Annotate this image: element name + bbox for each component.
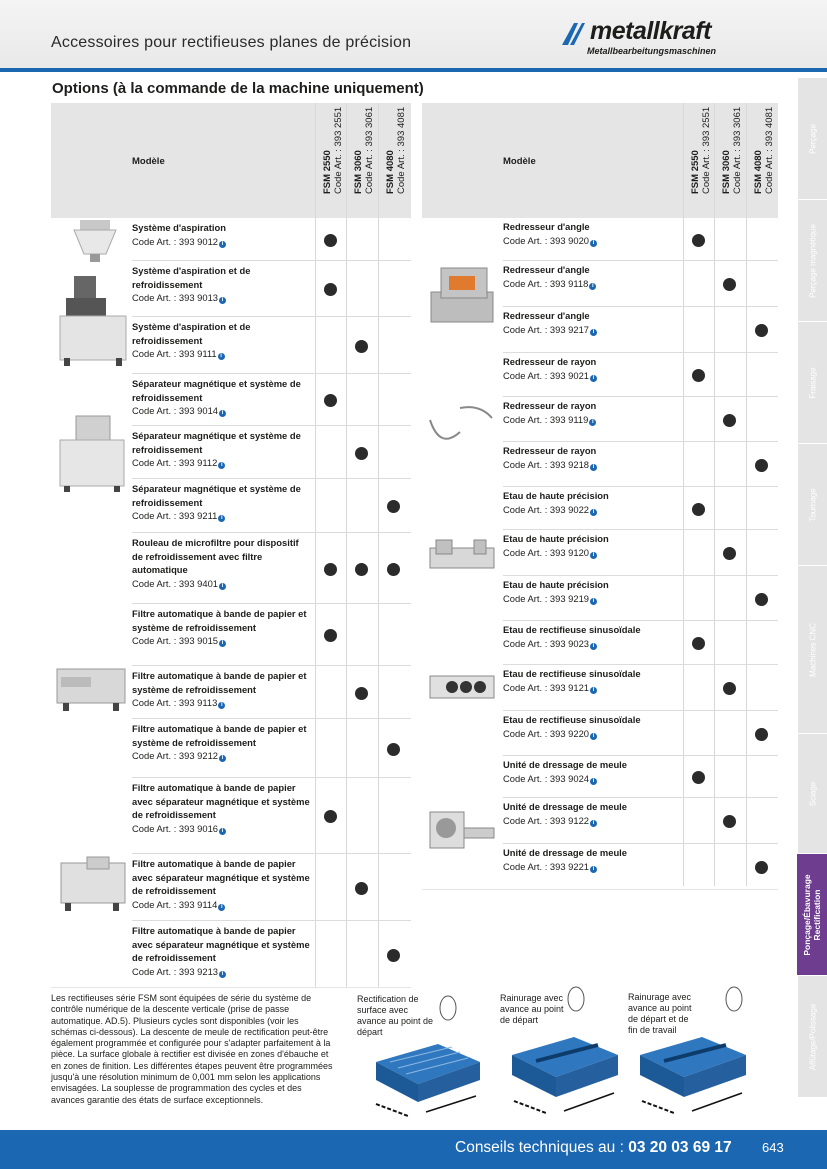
option-row <box>51 921 411 988</box>
option-text <box>132 536 312 590</box>
sidebar-tab-label: Tournage <box>808 487 817 522</box>
footer-prefix: Conseils techniques au : <box>455 1139 624 1156</box>
availability-dot <box>723 278 736 291</box>
brand-logo <box>560 18 790 58</box>
aspiration-system-photo <box>62 218 128 266</box>
option-text <box>132 607 312 648</box>
option-code <box>503 592 680 606</box>
column-code: Code Art. : 393 2551 <box>333 106 344 194</box>
option-code-text: Code Art. : 393 9213 <box>132 965 218 977</box>
logo-word: metallkraft <box>590 17 711 45</box>
option-name: Redresseur de rayon <box>503 400 597 411</box>
option-code <box>132 634 312 648</box>
info-icon[interactable]: i <box>218 353 225 360</box>
option-code-text: Code Art. : 393 9121 <box>503 681 589 693</box>
option-text <box>132 482 312 523</box>
availability-dot <box>387 563 400 576</box>
availability-dot <box>355 340 368 353</box>
footer-contact <box>455 1139 732 1157</box>
option-code-text: Code Art. : 393 9118 <box>503 277 589 289</box>
option-text <box>132 857 312 911</box>
page-footer <box>0 1130 827 1169</box>
description-text: Les rectifieuses série FSM sont équipées de série du système de contrôle numérique de la descente verticale (prise de passe automatique. AD.5). Plusieurs cycles sont disponibles (voir les schémas ci-dessous). La descente de meule de rectification peut-être également programmée et configurée pour s'adapter parfaitement à la pièce. La surface globale à rectifier est divisée en zones d'ébauche et en zones de finition. Les différentes étapes peuvent être programmées jusqu'à une résolution minimum de 0,001 mm selon les applications envisagées. La souplesse de programmation des cycles et des avances garantie des états de surface exceptionnels. <box>51 993 333 1105</box>
sidebar-tab-label: Sciage <box>808 781 817 806</box>
logo-subtitle: Metallbearbeitungsmaschinen <box>587 46 717 56</box>
option-text <box>503 444 680 471</box>
availability-dot <box>355 687 368 700</box>
option-name: Redresseur de rayon <box>503 356 597 367</box>
info-icon[interactable]: i <box>218 904 225 911</box>
sidebar-tab-label: Perçage <box>808 123 817 154</box>
wheel-dresser-photo <box>424 798 498 856</box>
option-text <box>132 722 312 763</box>
option-text <box>503 667 680 694</box>
info-icon[interactable]: i <box>219 971 226 978</box>
availability-dot <box>387 949 400 962</box>
availability-dot <box>755 728 768 741</box>
option-code <box>132 749 312 763</box>
option-name: Redresseur d'angle <box>503 310 590 321</box>
availability-dot <box>723 682 736 695</box>
option-code <box>503 323 680 337</box>
sidebar-tab-label: Perçage magnétique <box>808 223 817 298</box>
option-code <box>132 898 312 912</box>
option-row <box>422 487 778 530</box>
availability-dot <box>387 500 400 513</box>
option-code <box>132 347 312 361</box>
column-code: Code Art. : 393 3061 <box>732 106 743 194</box>
info-icon[interactable]: i <box>590 464 597 471</box>
option-name: Rouleau de microfiltre pour dispositif de refroidissement avec filtre automatique <box>132 537 299 575</box>
column-code: Code Art. : 393 4081 <box>396 106 407 194</box>
sine-vise-photo <box>426 668 498 708</box>
option-code-text: Code Art. : 393 9120 <box>503 546 589 558</box>
info-icon[interactable]: i <box>590 820 597 827</box>
availability-dot <box>324 563 337 576</box>
diagram-label-2: Rainurage avec avance au point de départ <box>500 993 564 1025</box>
page-title: Accessoires pour rectifieuses planes de précision <box>51 34 412 51</box>
option-code <box>132 456 312 470</box>
magnetic-separator-photo <box>54 412 130 494</box>
option-code-text: Code Art. : 393 9020 <box>503 234 589 246</box>
footer-phone[interactable]: 03 20 03 69 17 <box>628 1139 732 1156</box>
availability-dot <box>355 882 368 895</box>
option-name: Filtre automatique à bande de papier et système de refroidissement <box>132 608 307 633</box>
column-model: FSM 2550 <box>322 150 333 194</box>
option-code-text: Code Art. : 393 9119 <box>503 413 589 425</box>
option-code-text: Code Art. : 393 9401 <box>132 577 218 589</box>
availability-dot <box>324 394 337 407</box>
option-text <box>503 355 680 382</box>
option-name: Filtre automatique à bande de papier avec séparateur magnétique et système de refroidissement <box>132 782 310 820</box>
option-code-text: Code Art. : 393 9013 <box>132 292 218 303</box>
option-row <box>422 756 778 798</box>
option-code <box>503 546 680 560</box>
option-name: Séparateur magnétique et système de refroidissement <box>132 430 301 455</box>
option-code <box>503 277 680 291</box>
info-icon[interactable]: i <box>219 410 226 417</box>
model-header-label: Modèle <box>503 156 536 167</box>
info-icon[interactable]: i <box>589 419 596 426</box>
column-model: FSM 3060 <box>721 150 732 194</box>
column-model: FSM 4080 <box>753 150 764 194</box>
availability-dot <box>692 234 705 247</box>
info-icon[interactable]: i <box>589 283 596 290</box>
paper-filter-magnetic-photo <box>57 855 129 913</box>
grooving-end-diagram <box>634 985 754 1122</box>
option-name: Unité de dressage de meule <box>503 759 628 770</box>
option-text <box>503 623 680 650</box>
sidebar-tab[interactable] <box>798 976 827 1098</box>
availability-dot <box>692 637 705 650</box>
option-name: Redresseur d'angle <box>503 264 590 275</box>
info-icon[interactable]: i <box>219 241 226 248</box>
sidebar-tab-label: Ponçage/Ébavurage Rectification <box>802 873 822 956</box>
options-heading: Options (à la commande de la machine uniquement) <box>52 80 424 97</box>
option-code <box>503 860 680 874</box>
option-name: Etau de haute précision <box>503 579 609 590</box>
diagram-label-1: Rectification de surface avec avance au point de départ <box>357 994 434 1037</box>
option-name: Filtre automatique à bande de papier avec séparateur magnétique et système de refroidissement <box>132 858 310 896</box>
option-code-text: Code Art. : 393 9016 <box>132 822 218 834</box>
option-code-text: Code Art. : 393 9022 <box>503 503 589 515</box>
option-code-text: Code Art. : 393 9221 <box>503 860 589 872</box>
availability-dot <box>355 563 368 576</box>
info-icon[interactable]: i <box>590 598 597 605</box>
option-code-text: Code Art. : 393 9012 <box>132 235 218 247</box>
column-model: FSM 4080 <box>385 150 396 194</box>
option-name: Etau de rectifieuse sinusoïdale <box>503 714 641 725</box>
option-text <box>503 263 680 290</box>
option-row <box>51 778 411 854</box>
option-name: Etau de rectifieuse sinusoïdale <box>503 624 641 635</box>
option-row <box>422 353 778 397</box>
option-code <box>503 369 680 383</box>
availability-dot <box>692 771 705 784</box>
option-row <box>51 719 411 778</box>
option-text <box>503 489 680 516</box>
info-icon[interactable]: i <box>590 643 597 650</box>
sidebar-tab[interactable] <box>798 734 827 854</box>
option-text <box>132 221 312 248</box>
option-name: Séparateur magnétique et système de refroidissement <box>132 378 301 403</box>
option-name: Filtre automatique à bande de papier avec séparateur magnétique et système de refroidissement <box>132 925 310 963</box>
info-icon[interactable]: i <box>219 828 226 835</box>
option-name: Filtre automatique à bande de papier et système de refroidissement <box>132 723 307 748</box>
option-code <box>132 404 312 418</box>
option-code <box>132 235 312 249</box>
option-code <box>503 637 680 651</box>
sidebar-tab-label: Fraisage <box>808 366 817 399</box>
option-row <box>51 604 411 666</box>
option-name: Système d'aspiration et de refroidissement <box>132 265 251 290</box>
option-code-text: Code Art. : 393 9211 <box>132 510 218 521</box>
option-code <box>503 727 680 741</box>
option-text <box>132 669 312 710</box>
page-header <box>0 0 827 72</box>
model-header-label: Modèle <box>132 156 165 167</box>
availability-dot <box>324 629 337 642</box>
option-name: Etau de rectifieuse sinusoïdale <box>503 668 641 679</box>
option-code <box>132 696 312 710</box>
sidebar-tab[interactable] <box>798 78 827 200</box>
option-code-text: Code Art. : 393 9122 <box>503 814 589 826</box>
option-code <box>503 503 680 517</box>
option-name: Unité de dressage de meule <box>503 847 628 858</box>
option-code <box>132 577 312 591</box>
info-icon[interactable]: i <box>219 640 226 647</box>
availability-dot <box>324 283 337 296</box>
option-row <box>422 576 778 621</box>
option-text <box>132 429 312 470</box>
option-code <box>503 681 680 695</box>
option-name: Redresseur d'angle <box>503 221 590 232</box>
info-icon[interactable]: i <box>590 778 597 785</box>
diagram-label-3: Rainurage avec avance au point de départ et de fin de travail <box>628 992 692 1035</box>
option-text <box>503 220 680 247</box>
option-code-text: Code Art. : 393 9015 <box>132 635 218 646</box>
option-code-text: Code Art. : 393 9111 <box>132 348 217 359</box>
option-row <box>422 711 778 756</box>
availability-dot <box>692 503 705 516</box>
column-code: Code Art. : 393 2551 <box>701 106 712 194</box>
option-code-text: Code Art. : 393 9024 <box>503 772 589 784</box>
info-icon[interactable]: i <box>218 462 225 469</box>
category-sidebar <box>798 78 827 1130</box>
info-icon[interactable]: i <box>219 755 226 762</box>
radius-dresser-photo <box>426 400 496 450</box>
sidebar-tab-label: Affûtage/Polissage <box>808 1003 817 1070</box>
info-icon[interactable]: i <box>590 552 597 559</box>
option-code <box>503 772 680 786</box>
column-model: FSM 2550 <box>690 150 701 194</box>
option-name: Unité de dressage de meule <box>503 801 628 812</box>
info-icon[interactable]: i <box>218 702 225 709</box>
row-divider <box>51 987 411 988</box>
grooving-diagram <box>506 985 626 1122</box>
option-code <box>132 965 312 979</box>
option-code-text: Code Art. : 393 9114 <box>132 898 218 910</box>
option-name: Séparateur magnétique et système de refroidissement <box>132 483 301 508</box>
info-icon[interactable]: i <box>590 687 597 694</box>
option-code <box>503 413 680 427</box>
option-text <box>503 713 680 740</box>
availability-dot <box>692 369 705 382</box>
option-name: Etau de haute précision <box>503 490 609 501</box>
option-name: Système d'aspiration <box>132 222 226 233</box>
option-code-text: Code Art. : 393 9112 <box>132 457 218 468</box>
availability-dot <box>355 447 368 460</box>
option-text <box>503 800 680 827</box>
option-name: Filtre automatique à bande de papier et système de refroidissement <box>132 670 307 695</box>
info-icon[interactable]: i <box>590 509 597 516</box>
option-code <box>503 458 680 472</box>
availability-dot <box>723 414 736 427</box>
option-code <box>503 234 680 248</box>
option-code-text: Code Art. : 393 9023 <box>503 637 589 649</box>
option-text <box>132 924 312 978</box>
option-text <box>503 399 680 426</box>
option-text <box>503 758 680 785</box>
column-model: FSM 3060 <box>353 150 364 194</box>
availability-dot <box>324 810 337 823</box>
sidebar-tab[interactable] <box>798 200 827 322</box>
angle-dresser-photo <box>427 262 497 332</box>
sidebar-tab[interactable] <box>798 322 827 444</box>
availability-dot <box>324 234 337 247</box>
option-code <box>132 822 312 836</box>
header-rule <box>0 68 827 72</box>
availability-dot <box>723 815 736 828</box>
info-icon[interactable]: i <box>590 866 597 873</box>
option-code <box>132 291 312 305</box>
info-icon[interactable]: i <box>590 329 597 336</box>
sidebar-tab[interactable] <box>798 566 827 734</box>
surface-grinding-diagram <box>368 992 488 1122</box>
option-row <box>422 621 778 665</box>
availability-dot <box>755 324 768 337</box>
page-number: 643 <box>762 1140 784 1155</box>
option-text <box>503 846 680 873</box>
paper-band-filter-photo <box>55 663 127 713</box>
logo-mark-icon <box>560 21 586 47</box>
option-text <box>503 578 680 605</box>
availability-dot <box>387 743 400 756</box>
info-icon[interactable]: i <box>590 375 597 382</box>
precision-vise-photo <box>426 530 498 578</box>
sidebar-tab-label: Machines CNC <box>808 622 817 677</box>
option-code-text: Code Art. : 393 9212 <box>132 750 218 761</box>
availability-dot <box>755 593 768 606</box>
option-code-text: Code Art. : 393 9113 <box>132 697 218 708</box>
option-text <box>503 309 680 336</box>
option-code-text: Code Art. : 393 9014 <box>132 405 218 416</box>
option-text <box>132 377 312 418</box>
column-code: Code Art. : 393 3061 <box>364 106 375 194</box>
option-name: Etau de haute précision <box>503 533 609 544</box>
option-code <box>503 814 680 828</box>
right-options-table <box>422 103 778 886</box>
option-text <box>503 532 680 559</box>
column-code: Code Art. : 393 4081 <box>764 106 775 194</box>
aspiration-cooling-photo <box>56 268 132 372</box>
option-text <box>132 781 312 835</box>
option-code-text: Code Art. : 393 9218 <box>503 458 589 470</box>
availability-dot <box>755 459 768 472</box>
info-icon[interactable]: i <box>218 515 225 522</box>
availability-dot <box>755 861 768 874</box>
option-code-text: Code Art. : 393 9220 <box>503 727 589 739</box>
option-row <box>422 218 778 261</box>
option-code-text: Code Art. : 393 9217 <box>503 323 589 335</box>
info-icon[interactable]: i <box>219 297 226 304</box>
option-name: Redresseur de rayon <box>503 445 597 456</box>
option-text <box>132 264 312 305</box>
option-text <box>132 320 312 361</box>
availability-dot <box>723 547 736 560</box>
option-code-text: Code Art. : 393 9021 <box>503 369 589 381</box>
option-name: Système d'aspiration et de refroidissement <box>132 321 251 346</box>
info-icon[interactable]: i <box>590 240 597 247</box>
sidebar-tab[interactable] <box>797 854 827 976</box>
option-code-text: Code Art. : 393 9219 <box>503 592 589 604</box>
sidebar-tab[interactable] <box>798 444 827 566</box>
info-icon[interactable]: i <box>590 733 597 740</box>
option-code <box>132 509 312 523</box>
row-divider <box>422 889 778 890</box>
info-icon[interactable]: i <box>219 583 226 590</box>
